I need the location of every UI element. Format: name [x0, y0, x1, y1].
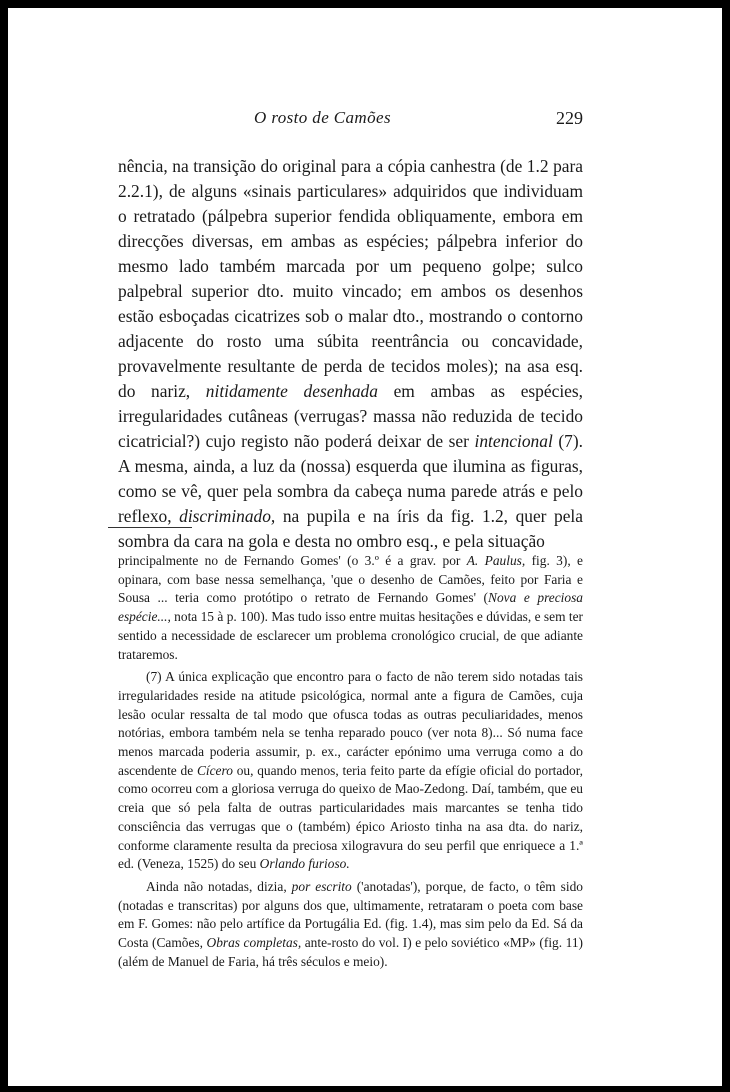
footnote-7: [118, 668, 583, 874]
text-run: principalmente no de Fernando Gomes' (o 3.º é a grav. por: [118, 553, 467, 568]
running-title: O rosto de Camões: [254, 108, 391, 127]
text-run: (7). A mesma, ainda, a luz da (nossa) esquerda que ilumina as figuras, como se vê, quer pela sombra da cabeça numa parede atrás e pelo reflexo,: [118, 431, 583, 526]
text-run: (7) A única explicação que encontro para o facto de não terem sido notadas tais irregularidades reside na atitude psicológica, normal ante a figura de Camões, cuja lesão ocular ressalta de tal modo que ofusca todas as outras peculiaridades, menos notórias, embora também nela se tenha reparado pouco (ver nota 8)... Só numa face menos marcada poderia assumir, p. ex., carácter epónimo uma verruga como a do ascendente de: [118, 669, 583, 778]
italic-text: Cícero: [196, 762, 233, 778]
text-run: ('anotadas'), porque, de facto, o têm sido (notadas e transcritas) por alguns dos que, ultimamente, retrataram o poeta com base em F. Gomes: não pelo artífice da Portugália Ed. (fig. 1.4), mas sim pelo da Ed. Sá da Costa (Camões,: [118, 878, 583, 951]
footnotes: [118, 552, 583, 971]
italic-text: Obras completas,: [206, 935, 302, 951]
book-page: [8, 8, 722, 1086]
footnote-separator: [108, 527, 192, 528]
footnote-7-continued: [118, 878, 583, 972]
text-run: nota 15 à p. 100). Mas tudo isso entre muitas hesitações e dúvidas, e sem ter sentido a necessidade de esclarecer um problema cronológico crucial, de que adiante trataremos.: [118, 609, 583, 662]
italic-text: por escrito: [291, 878, 352, 894]
text-run: Ainda não notadas, dizia,: [146, 878, 292, 894]
text-run: ou, quando menos, teria feito parte da efígie oficial do portador, como ocorreu com a gloriosa verruga do queixo de Mao-Zedong. Daí, também, que eu creia que só pela falta de outras particularidades mais marcantes se tenha tido consciência das verrugas que o (também) épico Ariosto tinha na asa dta. do nariz, conforme claramente resulta da preciosa xilogravura do seu perfil que enriquece a 1.ª ed. (Veneza, 1525) do seu: [118, 762, 583, 872]
page-header: [112, 108, 583, 132]
page-number: 229: [556, 108, 583, 128]
text-run: nência, na transição do original para a cópia canhestra (de 1.2 para 2.2.1), de alguns «sinais particulares» adquiridos que individuam o retratado (pálpebra superior fendida obliquamente, embora em direcções diversas, em ambas as espécies; pálpebra inferior do mesmo lado também marcada por um pequeno golpe; sulco palpebral superior dto. muito vincado; em ambos os desenhos estão esboçadas cicatrizes sob o malar dto., mostrando o contorno adjacente do rosto uma súbita reentrância ou concavidade, provavelmente resultante de perda de tecidos moles); na asa esq. do nariz,: [118, 156, 583, 401]
main-paragraph: [118, 154, 583, 554]
italic-text: Orlando furioso.: [259, 856, 350, 872]
italic-text: intencional: [474, 431, 553, 451]
italic-text: Nova e preciosa espécie...,: [118, 590, 583, 625]
text-run: ante-rosto do vol. I) e pelo soviético «MP» (fig. 11) (além de Manuel de Faria, há três séculos e meio).: [118, 935, 583, 969]
italic-text: nitidamente desenhada: [205, 381, 378, 401]
text-run: fig. 3), e opinara, com base nessa semelhança, 'que o desenho de Camões, feito por Faria e Sousa ... teria como protótipo o retrato de Fernando Gomes' (: [118, 553, 583, 606]
italic-text: A. Paulus,: [466, 553, 526, 568]
text-run: na pupila e na íris da fig. 1.2, quer pela sombra da cara na gola e desta no ombro esq., e pela situação: [118, 506, 583, 551]
footnote-continuation: [118, 552, 583, 664]
italic-text: discriminado,: [179, 506, 276, 526]
text-run: em ambas as espécies, irregularidades cutâneas (verrugas? massa não reduzida de tecido cicatricial?) cujo registo não poderá deixar de ser: [118, 381, 583, 451]
